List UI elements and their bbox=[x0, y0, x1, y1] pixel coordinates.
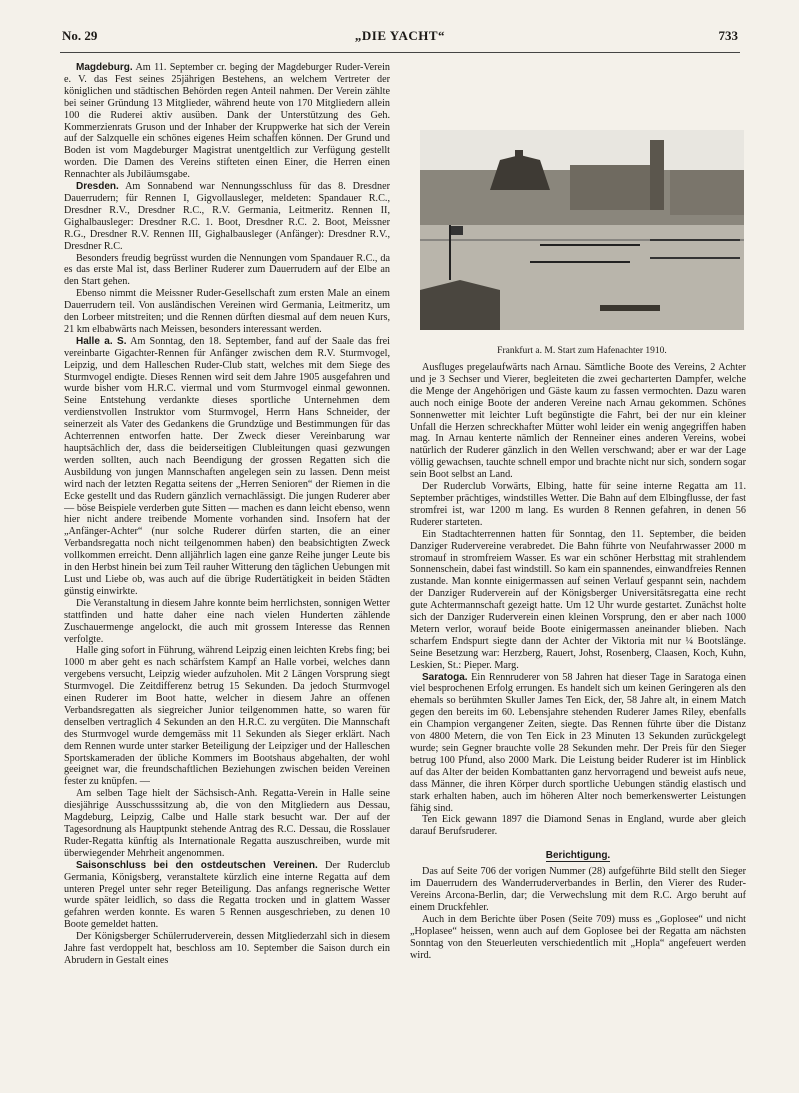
paragraph-heading: Dresden. bbox=[76, 181, 119, 193]
paragraph-text: Ein Stadtachterrennen hatten für Sonntag, den 11. September, die beiden Danziger Rudervereine verabredet. Die Bahn führte von Neufahrwasser 2000 m stromauf in stromfreiem Wasser. Es war ein schöner Herbsttag mit strahlendem Sonnenschein, dabei fast windstill. So kam ein spannendes, einwandfreies Rennen zustande. Man konnte einigermassen auf seinen Verlauf gespannt sein, nachdem der Danziger Ruderverein auf der Königsberger Universitätsregatta eine recht gute Achtermannschaft gezeigt hatte. Um 12 Uhr wurde gestartet. Zunächst holte sich der Danziger Ruderverein einen kleinen Vorsprung, den er aber nach 1000 Metern verlor, worauf beide Boote einigermassen aneinander blieben. Nach scharfem Endspurt siegte dann der Achter der Viktoria mit nur ¼ Bootslänge. Seine Besetzung war: Herzberg, Rauert, Johst, Rosenberg, Claasen, Koch, Kuhn, Leskien, St.: Pieper. Marg. bbox=[410, 528, 746, 671]
paragraph-heading: Halle a. S. bbox=[76, 335, 127, 347]
paragraph-text: Am 11. September cr. beging der Magdeburger Ruder-Verein e. V. das Fest seines 25jährigen Bestehens, an welchem Vertreter der königlichen und städtischen Behörden regen Anteil nahmen. Der Verein zählte bei seiner Gründung 13 Mitglieder, während heute von 170 Mitgliedern allein 100 die Ruderei aktiv ausüben. Dank der Unterstützung des Geh. Kommerzienrats Gruson und der Inhaber der Kruppwerke hat sich der Verein auf der Salzquelle ein schönes eigenes Heim schaffen können. Der Grund und Boden ist vom Magdeburger Magistrat unentgeltlich zur Verfügung gestellt worden. Die Damen des Vereins stifteten einen Einer, die Herren einen Rennachter als Jubiläumsgabe. bbox=[64, 62, 390, 181]
right-articles bbox=[410, 362, 746, 838]
journal-title: „DIE YACHT“ bbox=[354, 28, 446, 43]
paragraph-text: Halle ging sofort in Führung, während Leipzig einen leichten Krebs fing; bei 1000 m aber geht es nach schärfstem Kampf an Halle vorbei, welches dann vergebens versucht, Leipzig wieder aufzuholen. Mit 2 Längen Vorsprung siegt Sturmvogel. Die Zeitdifferenz betrug 15 Sekunden. Da jedoch Sturmvogel einen Ruderer im Boot hatte, welcher in diesem Jahre an offenen Verbandsregatten als siegreicher Junior teilgenommen hatte, so waren für denselben vertraglich 4 Sekunden an den H.R.C. zu vergüten. Die Mannschaft des Sturmvogel wurde demgemäss mit 11 Sekunden als Sieger erklärt. Nach dem Rennen wurde unter starker Beteiligung der Leipziger und der Halleschen Sportskameraden der übliche Kommers im Bootshaus abgehalten, der wohl geeignet war, die freundschaftlichen Beziehungen zwischen beiden Vereinen fester zu knüpfen. — bbox=[64, 645, 390, 788]
paragraph bbox=[64, 253, 390, 289]
paragraph-text: Am Sonntag, den 18. September, fand auf der Saale das frei vereinbarte Gigachter-Rennen für Anfänger zwischen dem R.V. Sturmvogel, Leipzig, und dem Halleschen Ruder-Club statt, welches mit dem Siege des Sturmvogel endigte. Dieses Rennen wird seit dem Jahre 1905 ausgefahren und wurde bisher vom H.R.C. viermal und vom Sturmvogel einmal gewonnen. Seine Entstehung verdankte dieses sportliche Unternehmen dem verdienstvollen Instruktor vom Sturmvogel, Herrn Hans Schneider, der seinerzeit als Vater des Gedankens die Grundzüge und Bestimmungen für das Achterrennen entworfen hatte. Der Zweck dieser Vereinbarung war hauptsächlich der, dass die beiderseitigen Clubleitungen quasi gezwungen werden sollten, auch nach Beendigung der grossen Regatten sich die Ausbildung von jungen Mannschaften angelegen sein zu lassen. Denn meist wird nach der letzten Regatta seitens der „Herren Senioren“ der Riemen in die Ecke gestellt und das Rudern gänzlich vernachlässigt. Die jungen Ruderer aber — böse Beispiele verderben gute Sitten — machen es dann leicht ebenso, wenn hier nicht andere treibende Momente vorhanden sind. Insofern hat der „Anfänger-Achter“ (nur solche Ruderer dürfen starten, die an einer Verbandsregatta noch nicht teilgenommen haben) den beabsichtigten Zweck vollkommen erreicht. Denn alljährlich lagen eine ganze Reihe junger Leute bis in den Herbst hinein bei zum Teil rauher Witterung den täglichen Uebungen mit Lust und Liebe ob, was auch auf die übrige Rudertätigkeit in beiden Städten günstig einwirkte. bbox=[64, 335, 390, 597]
paragraph-text: Der Königsberger Schülerruderverein, dessen Mitgliederzahl sich in diesem Jahre fast verdoppelt hat, beschloss am 10. September die Saison durch ein Abrudern in Gestalt eines bbox=[64, 931, 390, 966]
regatta-photo bbox=[420, 130, 744, 330]
paragraph-text: Ten Eick gewann 1897 die Diamond Senas in England, wurde aber gleich darauf Berufsruderer. bbox=[410, 814, 746, 838]
correction-body bbox=[410, 866, 746, 961]
paragraph bbox=[410, 481, 746, 529]
paragraph bbox=[64, 598, 390, 646]
paragraph-text: Ebenso nimmt die Meissner Ruder-Gesellschaft zum ersten Male an einem Dauerrudern teil. Von ausländischen Vereinen wird Germania, Leitmeritz, um den Lorbeer mitstreiten; und die Rennen dürften diesmal auf dem neuen Kurs, 21 km elbabwärts nach Meissen, besonders interessant werden. bbox=[64, 288, 390, 335]
paragraph bbox=[64, 288, 390, 336]
header-rule bbox=[60, 52, 740, 53]
paragraph-text: Der Ruderclub Germania, Königsberg, veranstaltete kürzlich eine interne Regatta auf dem unteren Pregel unter sehr reger Beteiligung. Das anfangs regnerische Wetter wurde später leidlich, so dass die Regatta trocken und in glattem Wasser gefahren werden konnte. Es waren 5 Rennen ausgeschrieben, zu denen 10 Boote gemeldet hatten. bbox=[64, 859, 390, 931]
paragraph-text: Am Sonnabend war Nennungsschluss für das 8. Dresdner Dauerrudern; für Rennen I, Gigvollausleger, meldeten: Spandauer R.C., Dresdner R.V., Dresdner R.C., R.V. Germania, Leitmeritz. Rennen II, Gighalbausleger: Dresdner R.C. 1. Boot, Dresdner R.C. 2. Boot, Meissner R.G., Dresdner R.V. Rennen III, Gighalbausleger (Anfänger): Dresdner R.V., Dresdner R.C. bbox=[64, 181, 390, 252]
paragraph-text: Ein Rennruderer von 58 Jahren hat dieser Tage in Saratoga einen viel besprochenen Erfolg errungen. Es handelt sich um keinen Geringeren als den ehemals so berühmten Skuller James Ten Eick, der, 58 Jahre alt, in einem Match gegen den bereits im 60. Lebensjahre stehenden Ruderer James Riley, ebenfalls ein Champion vergangener Zeiten, siegte. Das Rennen führte über die Distanz von 4800 Metern, die von Ten Eick in 23 Minuten 13 Sekunden zurückgelegt wurde; sein Gegner brauchte volle 28 Sekunden mehr. Der Preis für den Sieger betrug 100 Pfund, also 2000 Mark. Die Leistung beider Ruderer ist im Hinblick auf das Alter der beiden Kombattanten ganz hervorragend und beweist aufs neue, dass Männer, die ihren Körper durch sportliche Uebungen ständig elastisch und stark erhalten haben, auch im höheren Alter noch bemerkenswerter Leistungen fähig sind. bbox=[410, 671, 746, 814]
correction-paragraph: Auch in dem Berichte über Posen (Seite 709) muss es „Goplosee“ und nicht „Hoplasee“ heissen, wenn auch auf dem Goplosee bei der Regatta am nächsten Sonntag von den Steuerleuten verschiedentlich mit „Hopla“ angefeuert werden wird. bbox=[410, 913, 746, 961]
paragraph-heading: Magdeburg. bbox=[76, 62, 133, 73]
issue-number: No. 29 bbox=[62, 28, 98, 43]
paragraph-heading: Saratoga. bbox=[422, 671, 468, 683]
paragraph-text: Besonders freudig begrüsst wurden die Nennungen vom Spandauer R.C., da es das erste Mal ist, dass Berliner Ruderer zum Dauerrudern auf der Elbe an den Start gehen. bbox=[64, 252, 390, 288]
paragraph bbox=[410, 672, 746, 815]
paragraph-text: Ausfluges pregelaufwärts nach Arnau. Sämtliche Boote des Vereins, 2 Achter und je 3 Sechser und Vierer, begleiteten die zwei gecharterten Dampfer, welche die Menge der Angehörigen und Gäste kaum zu fassen vermochten. Dazu waren auch noch einige Boote der anderen Vereine nach Arnau gekommen. Schönes Sonnenwetter mit leichter Luft begünstigte die Fahrt, bei der nur ein kleiner Unfall die Herzen schreckhafter Mütter wohl leider ein wenig angegriffen haben mag. In Arnau kenterte nämlich der Renneiner eines anderen Vereins, wobei natürlich der Ruderer gänzlich in den Wellen verschwand; aber er war der Lage völlig gewachsen, tauchte schnell empor und brachte nicht nur sich, sondern sogar sein Boot selbst an Land. bbox=[410, 362, 746, 481]
paragraph bbox=[64, 645, 390, 788]
correction-heading: Berichtigung. bbox=[545, 850, 611, 862]
right-column bbox=[410, 362, 746, 1082]
correction-paragraph: Das auf Seite 706 der vorigen Nummer (28) aufgeführte Bild stellt den Sieger im Dauerrudern des Wanderruderverbandes in Berlin, den Vierer des Ruder-Vereins Arcona-Berlin, dar; die Verwechslung mit dem R.C. Argo beruht auf einem Druckfehler. bbox=[410, 866, 746, 913]
paragraph-text: Die Veranstaltung in diesem Jahre konnte beim herrlichsten, sonnigen Wetter stattfinden und hatte daher eine nach vielen Hunderten zählende Zuschauermenge angelockt, die auch mit grossem Interesse das Rennen verfolgte. bbox=[64, 597, 390, 645]
paragraph-text: Der Ruderclub Vorwärts, Elbing, hatte für seine interne Regatta am 11. September prächtiges, windstilles Wetter. Die Bahn auf dem Elbingflusse, der fast stromfrei ist, war 1200 m lang. Es wurden 8 Rennen gefahren, in denen 56 Ruderer starteten. bbox=[410, 481, 746, 528]
paragraph bbox=[64, 181, 390, 252]
page-number: 733 bbox=[718, 28, 738, 43]
paragraph bbox=[64, 860, 390, 931]
paragraph-heading: Saisonschluss bei den ostdeutschen Vereinen. bbox=[76, 859, 318, 871]
paragraph bbox=[64, 788, 390, 859]
left-column bbox=[64, 62, 390, 1082]
paragraph bbox=[64, 931, 390, 967]
paragraph bbox=[410, 529, 746, 672]
paragraph bbox=[410, 362, 746, 481]
paragraph bbox=[64, 62, 390, 181]
photo-caption: Frankfurt a. M. Start zum Hafenachter 1910. bbox=[497, 346, 667, 356]
paragraph bbox=[64, 336, 390, 598]
paragraph bbox=[410, 814, 746, 838]
paragraph-text: Am selben Tage hielt der Sächsisch-Anh. Regatta-Verein in Halle seine diesjährige Ausschusssitzung ab, die von den Mitgliedern aus Dessau, Magdeburg, Leipzig, Calbe und Halle stark besucht war. Der auf der Tagesordnung als Hauptpunkt stehende Antrag des R.C. Dessau, die Rosslauer Ruder-Regatta künftig als Internationale Regatta auszuschreiben, wurde mit überwiegender Mehrheit angenommen. bbox=[64, 788, 390, 859]
